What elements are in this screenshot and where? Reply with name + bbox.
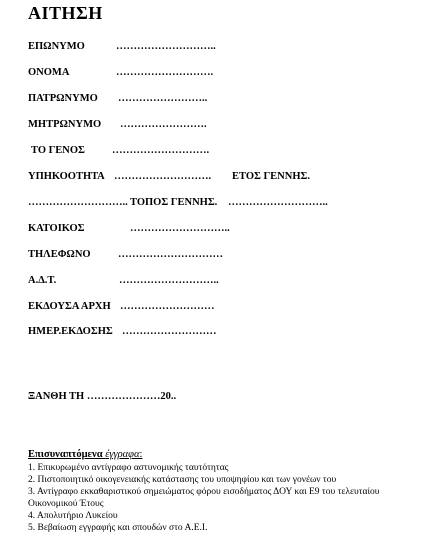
citizenship-label: ΥΠΗΚΟΟΤΗΤΑ	[28, 171, 105, 182]
id-label: Α.Δ.Τ.	[28, 275, 57, 286]
list-item: 1. Επικυρωμένο αντίγραφο αστυνομικής ταυτότητας	[28, 463, 229, 473]
father-label: ΠΑΤΡΩΝΥΜΟ	[28, 93, 98, 104]
surname-label: ΕΠΩΝΥΜΟ	[28, 41, 85, 52]
list-item: 4. Απολυτήριο Λυκείου	[28, 511, 118, 521]
name-label: ΟΝΟΜΑ	[28, 67, 70, 78]
place-date-line[interactable]: ΞΑΝΘΗ ΤΗ …………………20..	[28, 391, 177, 402]
issue-date-label: ΗΜΕΡ.ΕΚΔΟΣΗΣ	[28, 326, 113, 337]
mother-label: ΜΗΤΡΩΝΥΜΟ	[28, 119, 102, 130]
address-label: ΚΑΤΟΙΚΟΣ	[28, 223, 85, 234]
authority-field[interactable]: ………………………	[120, 301, 215, 312]
attachments-heading	[28, 449, 142, 460]
birth-year-label: ΕΤΟΣ ΓΕΝΝΗΣ.	[232, 171, 310, 182]
issue-date-field[interactable]: ………………………	[122, 326, 217, 337]
maiden-field[interactable]: ……………………….	[112, 145, 210, 156]
attachments-heading-bold: Επισυναπτόμενα	[28, 449, 103, 460]
maiden-label: ΤΟ ΓΕΝΟΣ	[31, 145, 85, 156]
attachments-list	[28, 462, 423, 534]
id-field[interactable]: ………………………..	[119, 275, 219, 286]
address-field[interactable]: ………………………..	[130, 223, 230, 234]
surname-field[interactable]: ………………………..	[116, 41, 216, 52]
mother-field[interactable]: …………………….	[120, 119, 207, 130]
list-item: 5. Βεβαίωση εγγραφής και σπουδών στο Α.Ε.Ι.	[28, 523, 208, 533]
birthplace-label: ΤΟΠΟΣ ΓΕΝΝΗΣ.	[130, 197, 218, 208]
list-item: 2. Πιστοποιητικό οικογενειακής κατάστασης του υποψηφίου και των γονέων του	[28, 475, 337, 485]
list-item: 3. Αντίγραφο εκκαθαριστικού σημειώματος φόρου εισοδήματος ΔΟΥ και Ε9 του τελευταίου Οικονομικού Έτους	[28, 487, 380, 509]
authority-label: ΕΚΔΟΥΣΑ ΑΡΧΗ	[28, 301, 111, 312]
attachments-heading-colon: :	[139, 449, 143, 460]
citizenship-field[interactable]: ……………………….	[114, 171, 212, 182]
attachments-heading-italic: έγγραφα	[105, 449, 140, 460]
name-field[interactable]: ……………………….	[116, 67, 214, 78]
father-field[interactable]: ……………………..	[118, 93, 208, 104]
phone-label: ΤΗΛΕΦΩΝΟ	[28, 249, 91, 260]
phone-field[interactable]: …………………………	[118, 249, 223, 260]
birthplace-field[interactable]: ………………………..	[228, 197, 328, 208]
form-title: ΑΙΤΗΣΗ	[28, 3, 103, 23]
birthplace-before-field[interactable]: ………………………..	[28, 197, 128, 208]
